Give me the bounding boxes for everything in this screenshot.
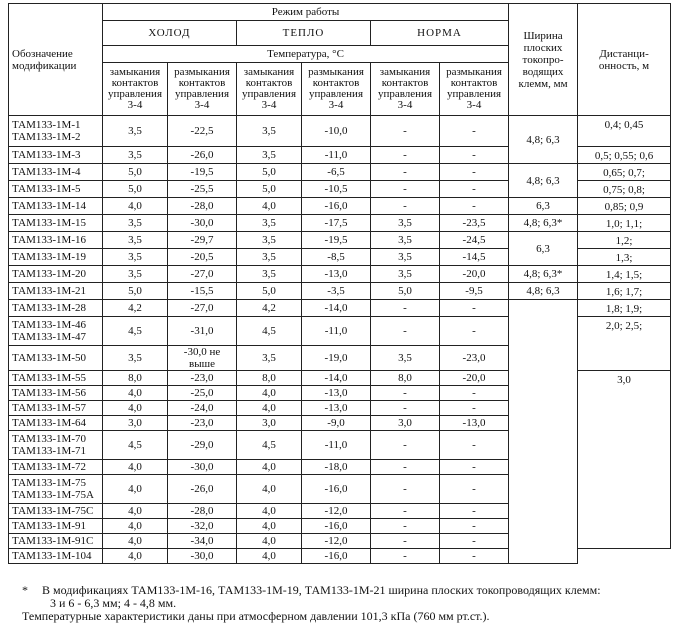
header-line: 3-4 bbox=[127, 99, 143, 111]
model-name: ТАМ133-1М-70 bbox=[12, 433, 87, 445]
header-line: управления bbox=[174, 88, 230, 100]
open-temp-cell: -12,0 bbox=[302, 504, 371, 519]
close-temp-cell: 4,2 bbox=[103, 300, 168, 317]
model-name: ТАМ133-1М-55 bbox=[12, 372, 87, 384]
close-temp-cell: 4,0 bbox=[103, 504, 168, 519]
model-name: ТАМ133-1М-16 bbox=[12, 234, 87, 246]
model-name: ТАМ133-1М-50 bbox=[12, 352, 87, 364]
header-line: водящих bbox=[522, 65, 564, 78]
model-name: ТАМ133-1М-20 bbox=[12, 268, 87, 280]
close-temp-cell: 4,0 bbox=[103, 198, 168, 215]
model-cell bbox=[9, 249, 103, 266]
open-temp-cell: -27,0 bbox=[168, 266, 237, 283]
model-name: ТАМ133-1М-64 bbox=[12, 417, 87, 429]
model-name: ТАМ133-1М-75 bbox=[12, 477, 87, 489]
header-line: замыкания bbox=[243, 66, 295, 78]
open-temp-cell: -30,0 bbox=[168, 549, 237, 564]
distance-cell: 0,5; 0,55; 0,6 bbox=[578, 147, 671, 164]
distance-cell: 0,75; 0,8; bbox=[578, 181, 671, 198]
close-temp-cell: 8,0 bbox=[103, 371, 168, 386]
open-temp-cell: -14,5 bbox=[440, 249, 509, 266]
close-temp-cell: 5,0 bbox=[237, 164, 302, 181]
open-temp-cell: - bbox=[440, 164, 509, 181]
close-temp-cell: 4,0 bbox=[103, 401, 168, 416]
open-temp-cell: -10,5 bbox=[302, 181, 371, 198]
close-temp-cell: - bbox=[371, 431, 440, 460]
close-temp-cell: 3,5 bbox=[237, 346, 302, 371]
close-temp-cell: - bbox=[371, 504, 440, 519]
header-line: управления bbox=[107, 88, 163, 100]
open-temp-cell: -23,0 bbox=[168, 416, 237, 431]
open-temp-cell: -3,5 bbox=[302, 283, 371, 300]
close-temp-cell: 4,0 bbox=[237, 504, 302, 519]
close-temp-cell: 4,5 bbox=[237, 317, 302, 346]
open-contacts-header bbox=[168, 63, 237, 116]
distance-cell: 0,4; 0,45 bbox=[578, 116, 671, 147]
model-cell bbox=[9, 371, 103, 386]
header-line: Ширина bbox=[523, 29, 563, 42]
close-temp-cell: 4,0 bbox=[103, 519, 168, 534]
distance-cell: 1,3; bbox=[578, 249, 671, 266]
header-line: контактов bbox=[312, 77, 360, 89]
model-name: ТАМ133-1М-46 bbox=[12, 319, 87, 331]
open-temp-cell: - bbox=[440, 475, 509, 504]
close-temp-cell: 4,5 bbox=[237, 431, 302, 460]
table-row bbox=[9, 215, 671, 232]
distance-cell: 1,6; 1,7; bbox=[578, 283, 671, 300]
open-temp-cell: -24,5 bbox=[440, 232, 509, 249]
header-line: Обозначение bbox=[12, 47, 73, 60]
close-temp-cell: 3,5 bbox=[103, 249, 168, 266]
close-temp-cell: - bbox=[371, 300, 440, 317]
table-row bbox=[9, 164, 671, 181]
close-temp-cell: 4,0 bbox=[237, 519, 302, 534]
model-cell bbox=[9, 300, 103, 317]
header-line: контактов bbox=[178, 77, 226, 89]
close-temp-cell: 4,5 bbox=[103, 431, 168, 460]
open-temp-cell: -13,0 bbox=[302, 401, 371, 416]
open-temp-cell: - bbox=[440, 198, 509, 215]
close-temp-cell: 3,5 bbox=[103, 346, 168, 371]
header-line: размыкания bbox=[174, 66, 230, 78]
open-temp-cell: - bbox=[440, 401, 509, 416]
open-temp-cell: -14,0 bbox=[302, 371, 371, 386]
distance-cell: 2,0; 2,5; bbox=[578, 317, 671, 371]
model-cell bbox=[9, 266, 103, 283]
open-temp-cell: - bbox=[440, 181, 509, 198]
model-name: ТАМ133-1М-75С bbox=[12, 505, 94, 517]
header-line: 3-4 bbox=[261, 99, 277, 111]
model-cell bbox=[9, 549, 103, 564]
model-cell bbox=[9, 232, 103, 249]
header-line: управления bbox=[241, 88, 297, 100]
table-row bbox=[9, 283, 671, 300]
header-line: управления bbox=[377, 88, 433, 100]
open-temp-cell: -25,5 bbox=[168, 181, 237, 198]
open-temp-cell: -29,7 bbox=[168, 232, 237, 249]
close-temp-cell: 3,0 bbox=[237, 416, 302, 431]
terminal-width-cell: 4,8; 6,3* bbox=[509, 215, 578, 232]
close-temp-cell: 3,5 bbox=[237, 215, 302, 232]
model-cell bbox=[9, 181, 103, 198]
header-line: размыкания bbox=[446, 66, 502, 78]
model-name: ТАМ133-1М-19 bbox=[12, 251, 87, 263]
close-temp-cell: 4,2 bbox=[237, 300, 302, 317]
close-temp-cell: 3,5 bbox=[237, 249, 302, 266]
close-temp-cell: 8,0 bbox=[237, 371, 302, 386]
close-temp-cell: 4,0 bbox=[237, 198, 302, 215]
header-line: онность, м bbox=[598, 59, 650, 72]
model-cell bbox=[9, 416, 103, 431]
modification-header bbox=[9, 4, 103, 116]
close-temp-cell: - bbox=[371, 147, 440, 164]
open-temp-cell: -20,0 bbox=[440, 266, 509, 283]
close-temp-cell: 4,0 bbox=[103, 475, 168, 504]
header-line: клемм, мм bbox=[518, 77, 568, 90]
close-temp-cell: 4,5 bbox=[103, 317, 168, 346]
close-temp-cell: - bbox=[371, 116, 440, 147]
distance-cell: 3,0 bbox=[578, 371, 671, 549]
terminal-width-header bbox=[509, 4, 578, 116]
header-line: управления bbox=[447, 88, 502, 100]
open-temp-cell: -26,0 bbox=[168, 475, 237, 504]
close-temp-cell: 5,0 bbox=[237, 181, 302, 198]
open-temp-cell: -34,0 bbox=[168, 534, 237, 549]
open-temp-cell: -6,5 bbox=[302, 164, 371, 181]
open-temp-cell: -11,0 bbox=[302, 317, 371, 346]
close-temp-cell: 3,5 bbox=[371, 232, 440, 249]
table-row bbox=[9, 300, 671, 317]
distance-cell: 1,8; 1,9; bbox=[578, 300, 671, 317]
close-temp-cell: - bbox=[371, 386, 440, 401]
terminal-width-cell: 4,8; 6,3 bbox=[509, 283, 578, 300]
model-name: ТАМ133-1М-4 bbox=[12, 166, 81, 178]
open-temp-cell: -16,0 bbox=[302, 549, 371, 564]
close-temp-cell: 3,5 bbox=[103, 147, 168, 164]
close-temp-cell: 4,0 bbox=[237, 401, 302, 416]
temperature-header: Температура, °C bbox=[103, 46, 509, 63]
close-temp-cell: 5,0 bbox=[103, 283, 168, 300]
header-line: контактов bbox=[245, 77, 293, 89]
header-line: размыкания bbox=[308, 66, 364, 78]
open-temp-cell: - bbox=[440, 147, 509, 164]
close-temp-cell: 3,0 bbox=[371, 416, 440, 431]
header-line: замыкания bbox=[109, 66, 161, 78]
open-temp-cell: -29,0 bbox=[168, 431, 237, 460]
close-temp-cell: 4,0 bbox=[103, 534, 168, 549]
distance-cell: 0,65; 0,7; bbox=[578, 164, 671, 181]
model-cell bbox=[9, 116, 103, 147]
table-row bbox=[9, 116, 671, 147]
model-cell bbox=[9, 460, 103, 475]
model-name: ТАМ133-1М-91 bbox=[12, 520, 87, 532]
header-line: контактов bbox=[450, 77, 498, 89]
open-temp-cell: -30,0 не выше bbox=[168, 346, 237, 371]
open-temp-cell: -16,0 bbox=[302, 475, 371, 504]
model-cell bbox=[9, 283, 103, 300]
open-temp-cell: -19,5 bbox=[302, 232, 371, 249]
distance-cell: 1,4; 1,5; bbox=[578, 266, 671, 283]
open-temp-cell: -17,5 bbox=[302, 215, 371, 232]
open-temp-cell: - bbox=[440, 300, 509, 317]
header-line: токопро- bbox=[522, 53, 564, 66]
terminal-width-cell: 4,8; 6,3 bbox=[509, 116, 578, 164]
close-temp-cell: 3,5 bbox=[237, 116, 302, 147]
terminal-width-cell bbox=[509, 300, 578, 564]
model-cell bbox=[9, 431, 103, 460]
close-temp-cell: - bbox=[371, 317, 440, 346]
open-temp-cell: - bbox=[440, 431, 509, 460]
close-temp-cell: - bbox=[371, 181, 440, 198]
open-contacts-header bbox=[440, 63, 509, 116]
open-temp-cell: -12,0 bbox=[302, 534, 371, 549]
model-name: ТАМ133-1М-5 bbox=[12, 183, 81, 195]
close-temp-cell: 3,5 bbox=[103, 266, 168, 283]
close-temp-cell: 3,5 bbox=[103, 232, 168, 249]
open-temp-cell: -15,5 bbox=[168, 283, 237, 300]
open-temp-cell: -16,0 bbox=[302, 519, 371, 534]
mode-group-header: Режим работы bbox=[103, 4, 509, 21]
close-temp-cell: 5,0 bbox=[103, 164, 168, 181]
model-cell bbox=[9, 147, 103, 164]
close-temp-cell: - bbox=[371, 534, 440, 549]
model-name: ТАМ133-1М-72 bbox=[12, 461, 87, 473]
header-line: 3-4 bbox=[466, 99, 482, 111]
model-name: ТАМ133-1М-91С bbox=[12, 535, 94, 547]
open-temp-cell: -20,0 bbox=[440, 371, 509, 386]
open-temp-cell: -25,0 bbox=[168, 386, 237, 401]
close-temp-cell: - bbox=[371, 460, 440, 475]
open-temp-cell: -11,0 bbox=[302, 147, 371, 164]
close-temp-cell: 4,0 bbox=[237, 475, 302, 504]
header-line: контактов bbox=[111, 77, 159, 89]
open-temp-cell: -30,0 bbox=[168, 215, 237, 232]
header-line: управления bbox=[308, 88, 364, 100]
close-temp-cell: 3,5 bbox=[103, 116, 168, 147]
footnote-mark: * bbox=[22, 583, 28, 597]
model-name: ТАМ133-1М-3 bbox=[12, 149, 81, 161]
open-temp-cell: -13,0 bbox=[302, 266, 371, 283]
close-temp-cell: 3,0 bbox=[103, 416, 168, 431]
close-temp-cell: 4,0 bbox=[237, 386, 302, 401]
model-cell bbox=[9, 317, 103, 346]
header-line: 3-4 bbox=[194, 99, 210, 111]
model-cell bbox=[9, 475, 103, 504]
open-temp-cell: -9,5 bbox=[440, 283, 509, 300]
open-temp-cell: -31,0 bbox=[168, 317, 237, 346]
model-cell bbox=[9, 519, 103, 534]
close-temp-cell: 4,0 bbox=[237, 549, 302, 564]
close-temp-cell: 5,0 bbox=[237, 283, 302, 300]
open-temp-cell: -20,5 bbox=[168, 249, 237, 266]
open-temp-cell: -23,5 bbox=[440, 215, 509, 232]
model-name: ТАМ133-1М-71 bbox=[12, 445, 87, 457]
open-temp-cell: -8,5 bbox=[302, 249, 371, 266]
close-temp-cell: 3,5 bbox=[237, 266, 302, 283]
open-temp-cell: -13,0 bbox=[440, 416, 509, 431]
model-cell bbox=[9, 504, 103, 519]
close-temp-cell: 5,0 bbox=[371, 283, 440, 300]
open-temp-cell: - bbox=[440, 386, 509, 401]
model-cell bbox=[9, 401, 103, 416]
open-temp-cell: -18,0 bbox=[302, 460, 371, 475]
distance-cell: 1,2; bbox=[578, 232, 671, 249]
close-temp-cell: 4,0 bbox=[103, 386, 168, 401]
open-temp-cell: -14,0 bbox=[302, 300, 371, 317]
header-line: замыкания bbox=[379, 66, 431, 78]
distance-cell: 1,0; 1,1; bbox=[578, 215, 671, 232]
open-temp-cell: -26,0 bbox=[168, 147, 237, 164]
mode-header-warm: ТЕПЛО bbox=[237, 21, 371, 46]
open-temp-cell: -10,0 bbox=[302, 116, 371, 147]
close-temp-cell: 4,0 bbox=[237, 534, 302, 549]
model-cell bbox=[9, 346, 103, 371]
table-row bbox=[9, 266, 671, 283]
header-line: контактов bbox=[381, 77, 429, 89]
terminal-width-cell: 4,8; 6,3 bbox=[509, 164, 578, 198]
open-contacts-header bbox=[302, 63, 371, 116]
model-name: ТАМ133-1М-57 bbox=[12, 402, 87, 414]
open-temp-cell: -27,0 bbox=[168, 300, 237, 317]
close-temp-cell: 3,5 bbox=[237, 232, 302, 249]
pressure-conditions-note: Температурные характеристики даны при атмосферном давлении 101,3 кПа (760 мм рт.ст.). bbox=[22, 609, 490, 623]
terminal-width-cell: 6,3 bbox=[509, 198, 578, 215]
table-row bbox=[9, 232, 671, 249]
close-temp-cell: 3,5 bbox=[371, 266, 440, 283]
close-contacts-header bbox=[371, 63, 440, 116]
close-temp-cell: 8,0 bbox=[371, 371, 440, 386]
open-temp-cell: - bbox=[440, 317, 509, 346]
model-cell bbox=[9, 215, 103, 232]
close-contacts-header bbox=[237, 63, 302, 116]
close-temp-cell: 3,5 bbox=[371, 215, 440, 232]
model-name: ТАМ133-1М-75А bbox=[12, 489, 94, 501]
distance-header bbox=[578, 4, 671, 116]
close-temp-cell: 5,0 bbox=[103, 181, 168, 198]
model-name: ТАМ133-1М-1 bbox=[12, 119, 81, 131]
open-temp-cell: -23,0 bbox=[440, 346, 509, 371]
terminal-width-cell: 4,8; 6,3* bbox=[509, 266, 578, 283]
close-temp-cell: 4,0 bbox=[103, 460, 168, 475]
footnote bbox=[22, 584, 662, 610]
open-temp-cell: -19,5 bbox=[168, 164, 237, 181]
open-temp-cell: - bbox=[440, 549, 509, 564]
open-temp-cell: -23,0 bbox=[168, 371, 237, 386]
open-temp-cell: -22,5 bbox=[168, 116, 237, 147]
model-name: ТАМ133-1М-14 bbox=[12, 200, 87, 212]
header-line: модификации bbox=[12, 59, 77, 72]
close-temp-cell: 3,5 bbox=[371, 249, 440, 266]
model-name: ТАМ133-1М-2 bbox=[12, 131, 81, 143]
table-row bbox=[9, 198, 671, 215]
open-temp-cell: - bbox=[440, 460, 509, 475]
terminal-width-cell: 6,3 bbox=[509, 232, 578, 266]
model-cell bbox=[9, 164, 103, 181]
open-temp-cell: -11,0 bbox=[302, 431, 371, 460]
open-temp-cell: - bbox=[440, 534, 509, 549]
open-temp-cell: -30,0 bbox=[168, 460, 237, 475]
open-temp-cell: - bbox=[440, 116, 509, 147]
model-cell bbox=[9, 386, 103, 401]
open-temp-cell: -9,0 bbox=[302, 416, 371, 431]
mode-header-normal: НОРМА bbox=[371, 21, 509, 46]
open-temp-cell: -16,0 bbox=[302, 198, 371, 215]
header-line: плоских bbox=[523, 41, 563, 54]
footnote-line: В модификациях ТАМ133-1М-16, ТАМ133-1М-19, ТАМ133-1М-21 ширина плоских токопроводящих клемм: bbox=[42, 583, 601, 597]
close-temp-cell: - bbox=[371, 549, 440, 564]
close-temp-cell: - bbox=[371, 401, 440, 416]
open-temp-cell: -19,0 bbox=[302, 346, 371, 371]
open-temp-cell: - bbox=[440, 504, 509, 519]
close-contacts-header bbox=[103, 63, 168, 116]
header-line: 3-4 bbox=[397, 99, 413, 111]
open-temp-cell: - bbox=[440, 519, 509, 534]
model-name: ТАМ133-1М-15 bbox=[12, 217, 87, 229]
model-cell bbox=[9, 198, 103, 215]
open-temp-cell: -28,0 bbox=[168, 198, 237, 215]
header-line: 3-4 bbox=[328, 99, 344, 111]
close-temp-cell: - bbox=[371, 519, 440, 534]
open-temp-cell: -24,0 bbox=[168, 401, 237, 416]
thermostat-spec-table bbox=[8, 3, 671, 564]
close-temp-cell: 3,5 bbox=[103, 215, 168, 232]
open-temp-cell: -32,0 bbox=[168, 519, 237, 534]
model-name: ТАМ133-1М-21 bbox=[12, 285, 87, 297]
footnote-line: 3 и 6 - 6,3 мм; 4 - 4,8 мм. bbox=[50, 596, 177, 610]
header-line: Дистанци- bbox=[599, 47, 649, 60]
close-temp-cell: 3,5 bbox=[371, 346, 440, 371]
model-name: ТАМ133-1М-104 bbox=[12, 550, 92, 562]
distance-cell: 0,85; 0,9 bbox=[578, 198, 671, 215]
close-temp-cell: 4,0 bbox=[103, 549, 168, 564]
model-cell bbox=[9, 534, 103, 549]
close-temp-cell: 3,5 bbox=[237, 147, 302, 164]
close-temp-cell: - bbox=[371, 475, 440, 504]
model-name: ТАМ133-1М-47 bbox=[12, 331, 87, 343]
open-temp-cell: -28,0 bbox=[168, 504, 237, 519]
close-temp-cell: - bbox=[371, 198, 440, 215]
open-temp-cell: -13,0 bbox=[302, 386, 371, 401]
close-temp-cell: - bbox=[371, 164, 440, 181]
model-name: ТАМ133-1М-56 bbox=[12, 387, 87, 399]
close-temp-cell: 4,0 bbox=[237, 460, 302, 475]
model-name: ТАМ133-1М-28 bbox=[12, 302, 87, 314]
mode-header-cold: ХОЛОД bbox=[103, 21, 237, 46]
